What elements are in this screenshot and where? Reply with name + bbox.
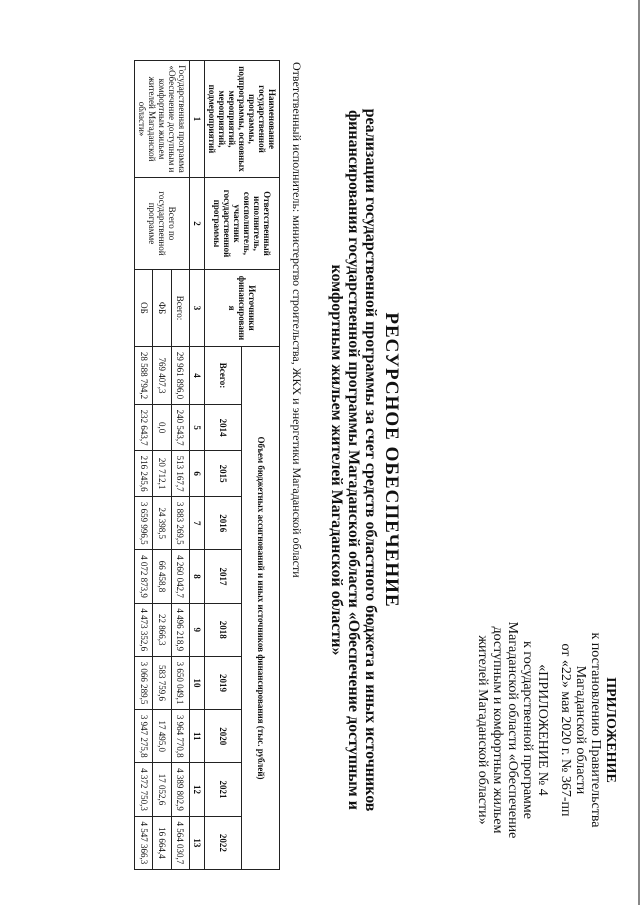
col-number: 6 (190, 451, 205, 497)
total-cell: 28 588 794,2 (135, 347, 153, 405)
value-cell: 4 389 802,9 (171, 763, 189, 816)
appendix-line: доступным и комфортным жильем (490, 626, 505, 834)
value-cell: 3 964 770,8 (171, 710, 189, 763)
header-year: 2019 (205, 656, 243, 709)
value-cell: 4 564 030,7 (171, 816, 189, 869)
header-year: 2018 (205, 603, 243, 656)
appendix-header (475, 600, 618, 860)
header-total: Всего: (205, 347, 243, 405)
appendix-line: к постановлению Правительства (588, 632, 603, 828)
source-cell: Всего: (171, 270, 189, 347)
value-cell: 4 496 218,9 (171, 603, 189, 656)
col-number: 3 (190, 270, 205, 347)
value-cell: 22 866,3 (153, 603, 171, 656)
value-cell: 232 643,7 (135, 405, 153, 451)
value-cell: 17 495,0 (153, 710, 171, 763)
responsible-cell: Всего по государственной программе (135, 178, 190, 270)
col-number: 1 (190, 61, 205, 178)
value-cell: 216 245,6 (135, 451, 153, 497)
value-cell: 3 659 996,5 (135, 497, 153, 550)
value-cell: 4 072 873,9 (135, 550, 153, 603)
value-cell: 20 712,1 (153, 451, 171, 497)
col-number: 5 (190, 405, 205, 451)
value-cell: 0,0 (153, 405, 171, 451)
column-number-row (190, 61, 205, 870)
value-cell: 513 167,7 (171, 451, 189, 497)
value-cell: 3 947 275,8 (135, 710, 153, 763)
value-cell: 3 066 289,5 (135, 656, 153, 709)
value-cell: 4 547 366,3 (135, 816, 153, 869)
value-cell: 3 883 269,5 (171, 497, 189, 550)
total-cell: 769 407,3 (153, 347, 171, 405)
title-main: РЕСУРСНОЕ ОБЕСПЕЧЕНИЕ (381, 312, 402, 608)
appendix-line: Магаданской области (573, 665, 588, 795)
col-number: 4 (190, 347, 205, 405)
value-cell: 4 372 750,3 (135, 763, 153, 816)
value-cell: 17 052,6 (153, 763, 171, 816)
header-source: Источники финансировани я (205, 270, 280, 347)
appendix-subtitle: «ПРИЛОЖЕНИЕ № 4 (535, 664, 550, 796)
value-cell: 66 458,8 (153, 550, 171, 603)
col-number: 7 (190, 497, 205, 550)
title-line: реализации государственной программы за счет средств областного бюджета и иных источников (362, 108, 379, 812)
header-year: 2017 (205, 550, 243, 603)
value-cell: 240 543,7 (171, 405, 189, 451)
col-number: 12 (190, 763, 205, 816)
value-cell: 4 473 352,6 (135, 603, 153, 656)
header-responsible: Ответственный исполнитель, соисполнитель, участник государственной программы (205, 178, 280, 270)
value-cell: 4 260 042,7 (171, 550, 189, 603)
header-year: 2016 (205, 497, 243, 550)
header-volume: Объем бюджетных ассигнований и иных источников финансирования (тыс. рублей) (242, 347, 280, 870)
col-number: 13 (190, 816, 205, 869)
table-row (171, 61, 189, 870)
source-cell: ОБ (135, 270, 153, 347)
resource-table (134, 60, 280, 870)
header-year: 2014 (205, 405, 243, 451)
col-number: 10 (190, 656, 205, 709)
title-line: финансирования государственной программы Магаданской области «Обеспечение доступным и (345, 110, 362, 810)
header-year: 2022 (205, 816, 243, 869)
title-line: комфортным жильем жителей Магаданской области» (328, 264, 345, 656)
col-number: 2 (190, 178, 205, 270)
total-cell: 29 961 896,0 (171, 347, 189, 405)
col-number: 9 (190, 603, 205, 656)
document-title (328, 80, 400, 840)
value-cell: 16 664,4 (153, 816, 171, 869)
header-year: 2021 (205, 763, 243, 816)
header-year: 2015 (205, 451, 243, 497)
appendix-line: жителей Магаданской области» (475, 635, 490, 825)
value-cell: 24 398,5 (153, 497, 171, 550)
appendix-line: к государственной программе (520, 641, 535, 819)
value-cell: 3 650 049,1 (171, 656, 189, 709)
appendix-line: Магаданской области «Обеспечение (505, 621, 520, 839)
col-number: 11 (190, 710, 205, 763)
header-year: 2020 (205, 710, 243, 763)
source-cell: ФБ (153, 270, 171, 347)
header-name: Наименование государственной программы, подпрограммы, основных мероприятий, мероприятий, подмероприятий (205, 61, 280, 178)
appendix-title: ПРИЛОЖЕНИЕ (603, 677, 618, 783)
value-cell: 583 759,6 (153, 656, 171, 709)
col-number: 8 (190, 550, 205, 603)
appendix-date: от «22» мая 2020 г. № 367-пп (558, 643, 573, 817)
program-name-cell: Государственная программа «Обеспечение доступным и комфортным жильем жителей Магаданской области» (135, 61, 190, 178)
responsible-executor: Ответственный исполнитель: министерство строительства, ЖКХ и энергетики Магаданской области (290, 62, 304, 578)
